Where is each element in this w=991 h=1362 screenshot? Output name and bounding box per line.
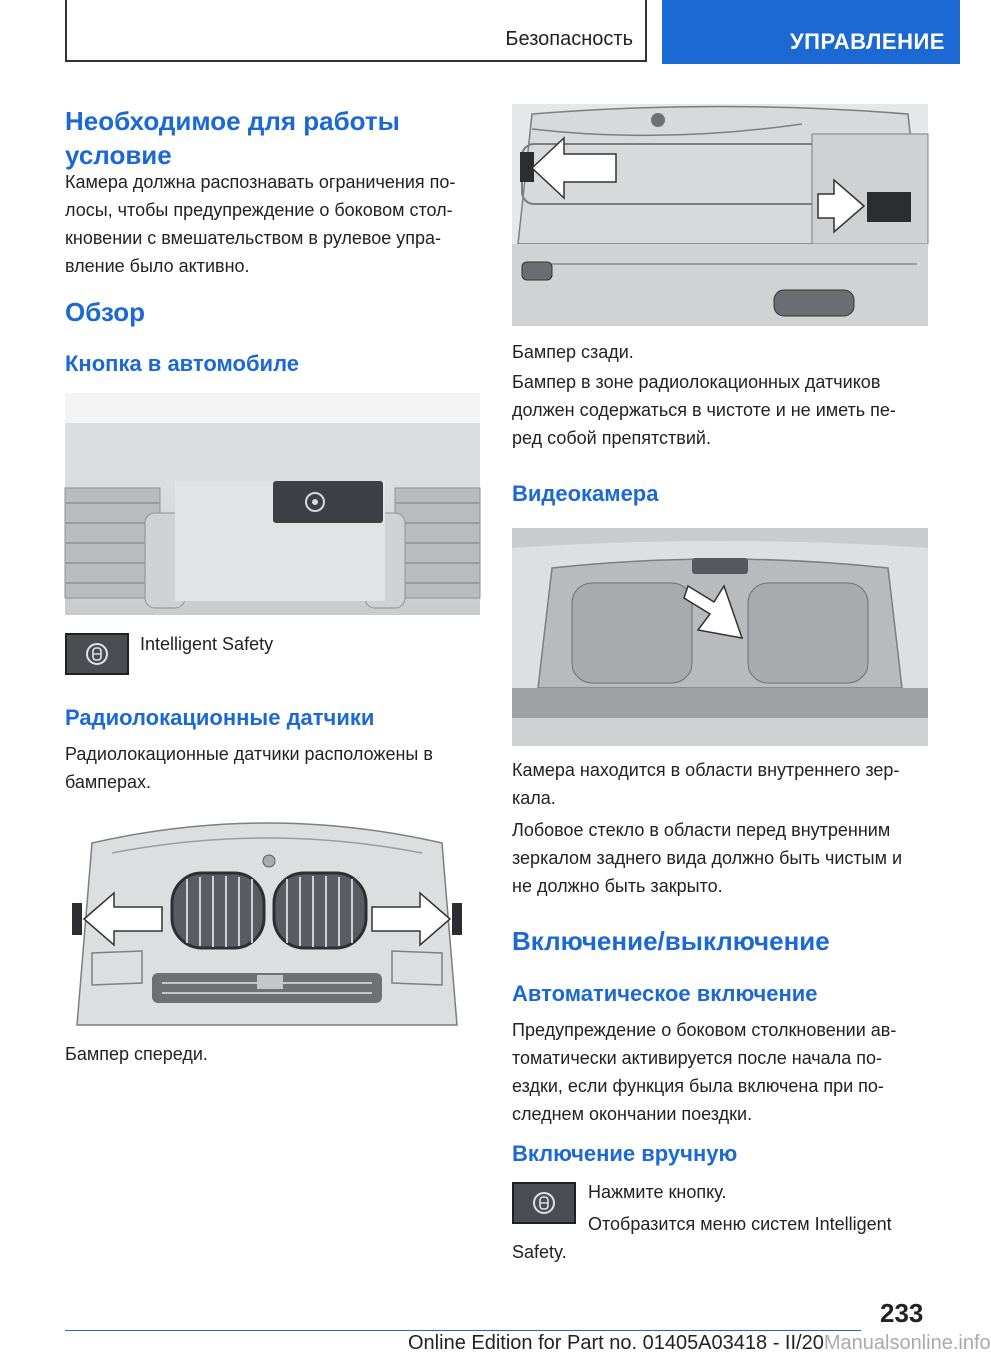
- intelligent-safety-button-icon-manual: [512, 1182, 576, 1224]
- footer-edition: Online Edition for Part no. 01405A03418 - II/20: [408, 1332, 824, 1354]
- heading-requirement: Необходимое для работы условие: [65, 106, 400, 170]
- caption-front-bumper: Бампер спереди.: [65, 1044, 208, 1064]
- heading-auto-on: Автоматическое включение: [512, 981, 818, 1006]
- interior-camera-image: [512, 528, 928, 746]
- heading-manual-on: Включение вручную: [512, 1141, 738, 1166]
- page-number: 233: [880, 1298, 924, 1328]
- heading-overview: Обзор: [65, 297, 145, 327]
- header-chapter-tab: [662, 0, 960, 64]
- header-section-box: [65, 0, 647, 62]
- heading-on-off: Включение/выключение: [512, 926, 830, 956]
- header-chapter-title: УПРАВЛЕНИЕ: [790, 29, 945, 54]
- caption-rear-bumper: Бампер сзади.: [512, 342, 634, 362]
- manual-step-menu-shown-cont: Safety.: [512, 1242, 567, 1262]
- paragraph-auto-on: Предупреждение о боковом столкновении ав- томатически активируется после начала по- ездки, если функция была включена при по- следнем окончании поездки.: [512, 1020, 897, 1124]
- footer-edition-line: [408, 1332, 991, 1355]
- manual-step-press-button: Нажмите кнопку.: [588, 1182, 727, 1202]
- heading-button-in-car: Кнопка в автомобиле: [65, 351, 299, 376]
- manual-step-menu-shown: Отобразится меню систем Intelligent: [588, 1214, 892, 1234]
- paragraph-windshield: Лобовое стекло в области перед внутренним зеркалом заднего вида должно быть чистым и не должно быть закрыто.: [512, 820, 903, 896]
- intelligent-safety-button-icon: [65, 633, 129, 675]
- heading-video-camera: Видеокамера: [512, 481, 659, 506]
- footer-divider: [65, 1330, 861, 1331]
- paragraph-rear-bumper: Бампер в зоне радиолокационных датчиков должен содержаться в чистоте и не иметь пе- ред собой препятствий.: [512, 372, 896, 448]
- dashboard-button-image: [65, 393, 480, 615]
- heading-radar-sensors: Радиолокационные датчики: [65, 705, 375, 730]
- front-bumper-image: [72, 803, 462, 1025]
- rear-bumper-image: [512, 104, 928, 326]
- paragraph-camera-location: Камера находится в области внутреннего зер- кала.: [512, 760, 900, 808]
- header-section-title: Безопасность: [505, 28, 633, 50]
- intelligent-safety-label: Intelligent Safety: [140, 634, 274, 654]
- footer-watermark: Manualsonline.info: [823, 1332, 991, 1354]
- paragraph-radar-sensors: Радиолокационные датчики расположены в бамперах.: [65, 744, 433, 792]
- paragraph-requirement: Камера должна распознавать ограничения по- лосы, чтобы предупреждение о боковом стол- кновении с вмешательством в рулевое упра- вление было активно.: [65, 172, 456, 276]
